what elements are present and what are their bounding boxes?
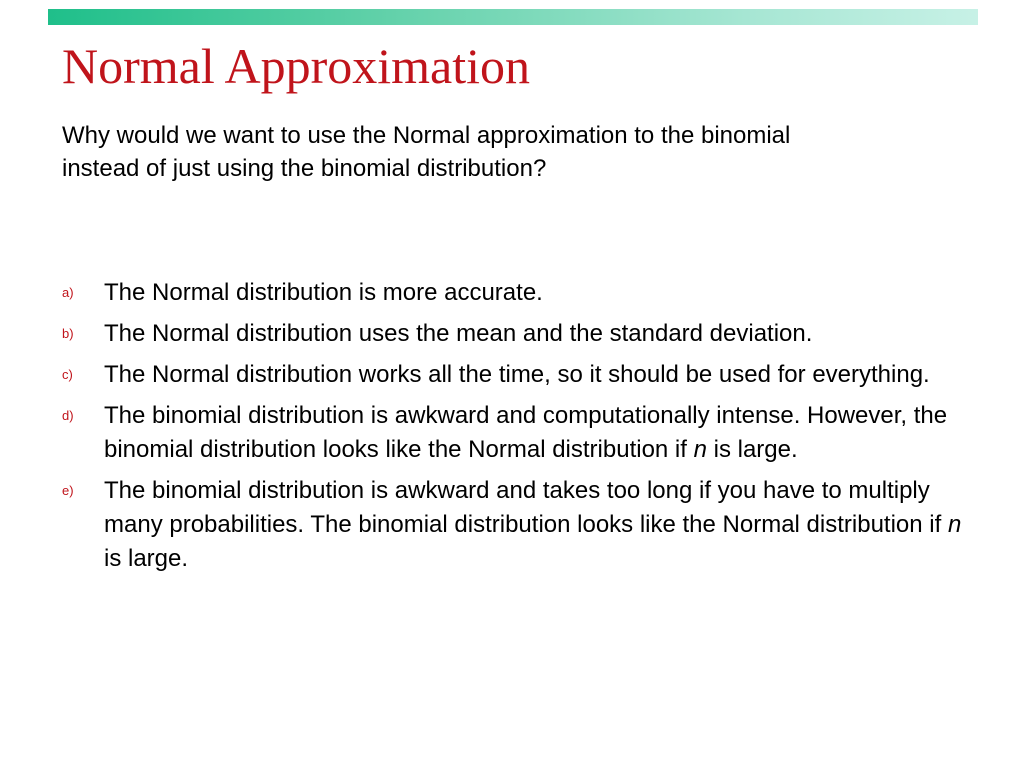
option-a	[62, 276, 962, 310]
option-e-text-end: is large.	[104, 545, 189, 572]
option-b	[62, 317, 962, 351]
option-e-variable: n	[947, 511, 962, 538]
answer-options-list	[62, 276, 962, 583]
option-c-text: The Normal distribution works all the time, so it should be used for everything.	[104, 361, 930, 388]
header-accent-bar	[48, 9, 978, 25]
option-d-marker: d)	[62, 408, 74, 423]
option-e-marker: e)	[62, 483, 74, 498]
option-b-marker: b)	[62, 326, 74, 341]
question-line-1: Why would we want to use the Normal approximation to the binomial	[62, 122, 791, 149]
option-e-text	[104, 474, 962, 576]
question-line-2: instead of just using the binomial distribution?	[62, 155, 547, 182]
option-a-text: The Normal distribution is more accurate.	[104, 279, 543, 306]
option-e	[62, 474, 962, 576]
option-d-text-start: The binomial distribution is awkward and computationally intense. However, the binomial distribution looks like the Normal distribution if	[104, 402, 948, 463]
option-d-variable: n	[693, 436, 707, 463]
option-c	[62, 358, 962, 392]
option-d	[62, 399, 962, 467]
option-d-text-end: is large.	[706, 436, 798, 463]
option-e-text-start: The binomial distribution is awkward and takes too long if you have to multiply many probabilities. The binomial distribution looks like the Normal distribution if	[104, 477, 948, 538]
option-a-marker: a)	[62, 285, 74, 300]
question-text	[62, 119, 962, 185]
slide-title: Normal Approximation	[62, 38, 530, 94]
option-b-text: The Normal distribution uses the mean and the standard deviation.	[104, 320, 813, 347]
option-c-marker: c)	[62, 367, 73, 382]
option-d-text	[104, 399, 962, 467]
